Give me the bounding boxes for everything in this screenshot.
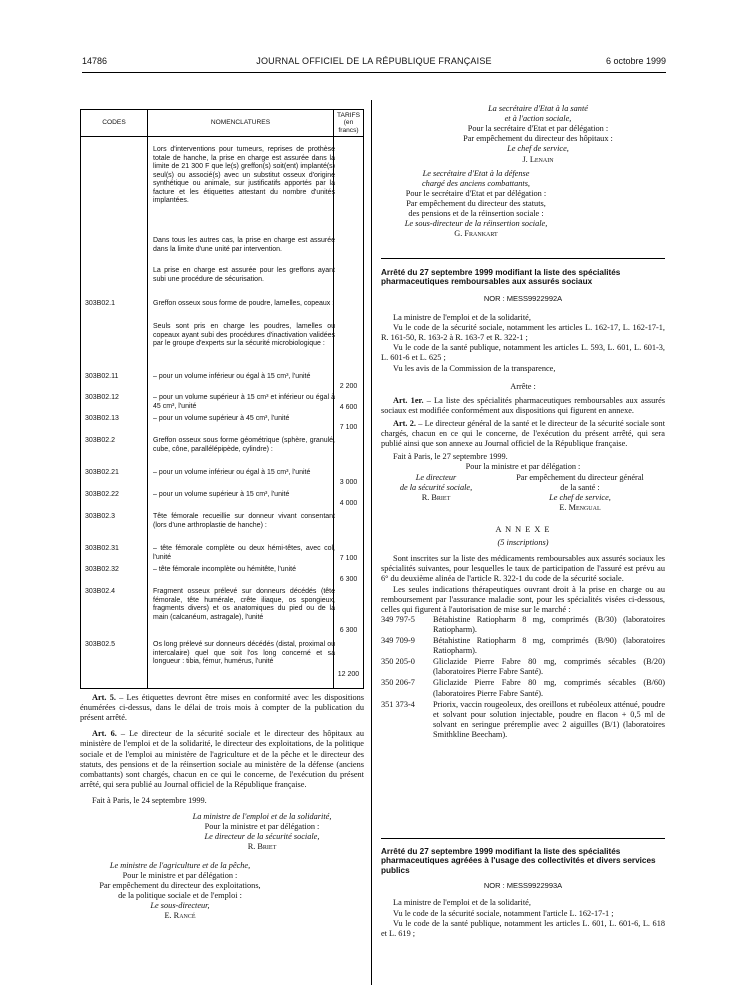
table-row-price: 3 000 — [339, 479, 358, 486]
arrete-1-visa: Vu les avis de la Commission de la transparence, — [393, 363, 556, 373]
table-row-price: 12 200 — [337, 671, 360, 678]
column-divider — [147, 110, 148, 688]
signature-line: Le sous-directeur de la réinsertion sociale, — [404, 219, 548, 229]
table-row-code: 303B02.3 — [85, 513, 115, 520]
arrete-2-minister: La ministre de l'emploi et de la solidarité, — [393, 898, 531, 908]
signatory-name: R. Briet — [247, 842, 277, 852]
page-number: 14786 — [82, 56, 108, 66]
signature-line: La secrétaire d'Etat à la santé — [488, 104, 588, 113]
signature-line: de la politique sociale et de l'emploi : — [118, 890, 242, 900]
arrete-1-nor: NOR : MESS9922992A — [483, 293, 563, 303]
table-row-text: Tête fémorale recueillie sur donneur vivant consentant (lors d'une arthroplastie de hanche) : — [153, 513, 335, 529]
article-1-text: – La liste des spécialités pharmaceutiques remboursables aux assurés sociaux est modifiée conformément aux dispositions qui figurent en annexe. — [381, 395, 665, 415]
arrete-2 — [381, 847, 665, 939]
article-2-text: – Le directeur général de la santé et le directeur de la sécurité sociale sont chargés, chacun en ce qui le concerne, de l'exécution du présent arrêté, qui sera publié ainsi que son annexe au Journal officiel de la République française. — [381, 418, 665, 449]
arrete-1-title: Arrêté du 27 septembre 1999 modifiant la liste des spécialités pharmaceutiques remboursables aux assurés sociaux — [381, 268, 621, 287]
header-tarifs-label: TARIFS — [337, 112, 360, 120]
signature-line: de la sécurité sociale, — [399, 482, 473, 492]
article-6-text: – Le directeur de la sécurité sociale et le directeur des hôpitaux au ministère de l'emploi et de la solidarité, le directeur des exploitations, de la politique sociale et de l'emploi au ministère de l'agriculture et de la pêche et le directeur des statuts, des pensions et de la réinsertion sociale au ministère de la défense (anciens combattants) sont chargés, chacun en ce qui le concerne, de l'exécution du présent arrêté, qui sera publié au Journal officiel de la République française. — [80, 729, 364, 789]
header-nomenclatures: NOMENCLATURES — [210, 118, 271, 126]
table-row-code: 303B02.4 — [85, 588, 115, 595]
signature-block-defense — [381, 169, 571, 240]
fait-a-paris: Fait à Paris, le 27 septembre 1999. — [393, 452, 508, 462]
table-row-text: – tête fémorale incomplète ou hémitête, l'unité — [153, 566, 296, 573]
table-row-price: 6 300 — [339, 627, 358, 634]
right-column-text — [381, 104, 665, 239]
header-codes: CODES — [102, 118, 126, 126]
header-tarifs — [334, 110, 363, 136]
signature-line: Par empêchement du directeur des exploitations, — [99, 880, 261, 890]
header-rule — [82, 72, 666, 73]
item-text: Priorix, vaccin rougeoleux, des oreillons et rubéoleux atténué, poudre et solvant pour solution injectable, poudre en flacon + 0,5 ml de solvant en seringue préremplie avec 2 aiguilles (B/1) (laboratoires Smithkline Beecham). — [433, 699, 665, 740]
item-number: 350 206-7 — [381, 678, 415, 688]
signatory-name: G. Frankart — [454, 229, 498, 239]
arrete-2-nor: NOR : MESS9922993A — [483, 881, 563, 891]
signature-line: La ministre de l'emploi et de la solidarité, — [192, 812, 332, 822]
article-5 — [80, 693, 364, 723]
annexe-heading: A N N E X E — [495, 524, 551, 534]
table-row-price: 6 300 — [339, 576, 358, 583]
table-row-text: Lors d'interventions pour tumeurs, reprises de prothèse totale de hanche, la prise en charge est assurée dans la limite de 21 300 F que le(s) greffon(s) soit(ent) implanté(s) seul(s) ou associé(s) avec un substitut osseux d'origine synthétique ou animale, sur justificatifs apportés par la facture et les étiquettes attestant du nombre d'unités implantées. — [153, 146, 335, 205]
signature-line: Pour le ministre et par délégation : — [122, 870, 238, 880]
signature-line: Le directeur — [415, 472, 457, 482]
signature-line: Pour la ministre et par délégation : — [204, 822, 320, 832]
article-5-label: Art. 5. — [92, 693, 116, 702]
list-item — [381, 636, 665, 656]
table-row-code: 303B02.22 — [85, 491, 119, 498]
table-row-price: 4 000 — [339, 500, 358, 507]
section-divider — [381, 838, 665, 839]
signature-line: et à l'action sociale, — [504, 114, 572, 124]
signature-line: Par empêchement du directeur des hôpitaux : — [463, 134, 613, 144]
table-row-text: Dans tous les autres cas, la prise en charge est assurée dans la limite d'une unité par intervention. — [153, 237, 335, 253]
column-separator — [371, 100, 372, 985]
arrete-1-visa: Vu le code de la sécurité sociale, notamment les articles L. 162-17, L. 162-17-1, R. 161-50, R. 163-2 à R. 163-7 et R. 322-1 ; — [381, 323, 665, 343]
article-2-label: Art. 2. — [393, 418, 416, 428]
table-row-text: – pour un volume supérieur à 15 cm³ et inférieur ou égal à 45 cm³, l'unité — [153, 394, 335, 410]
arrete-2-visa: Vu le code de la sécurité sociale, notamment l'article L. 162-17-1 ; — [393, 908, 614, 918]
arrete-1-visa: Vu le code de la santé publique, notamment les articles L. 593, L. 601, L. 601-3, L. 601-6 et L. 625 ; — [381, 343, 665, 363]
list-item — [381, 615, 665, 635]
signature-block-emploi — [160, 812, 364, 852]
tariff-table — [80, 109, 364, 689]
item-number: 351 373-4 — [381, 699, 415, 709]
item-number: 349 797-5 — [381, 614, 415, 624]
article-2 — [381, 419, 665, 449]
list-item — [381, 700, 665, 740]
table-row-text: Greffon osseux sous forme géométrique (sphère, granulé, cube, cône, parallélépipède, cylindre) : — [153, 437, 335, 453]
table-row-code: 303B02.5 — [85, 641, 115, 648]
table-row-text: – pour un volume supérieur à 45 cm³, l'unité — [153, 415, 290, 422]
list-item — [381, 657, 665, 677]
table-row-price: 7 100 — [339, 424, 358, 431]
table-row-price: 4 600 — [339, 404, 358, 411]
table-row-price: 7 100 — [339, 555, 358, 562]
annexe-paragraph: Sont inscrites sur la liste des médicaments remboursables aux assurés sociaux les spécialités suivantes, pour lesquelles le taux de participation de l'assuré est prévu au 6° du deuxième alinéa de l'article R. 322-1 du code de la sécurité sociale. — [381, 554, 665, 584]
signature-line: des pensions et de la réinsertion sociale : — [408, 209, 544, 219]
table-row-code: 303B02.13 — [85, 415, 119, 422]
signature-line: Pour le secrétaire d'Etat et par délégation : — [405, 188, 547, 198]
item-text: Bétahistine Ratiopharm 8 mg, comprimés (B/90) (laboratoires Ratiopharm). — [433, 636, 665, 656]
table-row-text: Greffon osseux sous forme de poudre, lamelles, copeaux : — [153, 300, 335, 307]
table-row-code: 303B02.11 — [85, 373, 119, 380]
arrete-2-visa: Vu le code de la santé publique, notamment les articles L. 601, L. 601-6, L. 618 et L. 619 ; — [381, 918, 665, 938]
arrete-label: Arrête : — [510, 381, 536, 391]
header-tarifs-unit: (en francs) — [338, 119, 359, 134]
list-item — [381, 678, 665, 698]
signature-line: Le sous-directeur, — [150, 900, 210, 910]
table-row-text: – pour un volume inférieur ou égal à 15 cm³, l'unité — [153, 373, 311, 380]
signature-left — [381, 473, 491, 513]
signature-line: Le ministre de l'agriculture et de la pêche, — [109, 860, 251, 870]
table-row-text: La prise en charge est assurée pour les greffons ayant subi une procédure de sécurisation. — [153, 267, 335, 283]
article-1-label: Art. 1er. — [393, 395, 424, 405]
table-row-text: Fragment osseux prélevé sur donneurs décédés (tête fémorale, tête humérale, crête iliaque, os spongieux, fragments divers) et os anatomiques du pied ou de la main (calcanéum, astragale), l'unité — [153, 588, 335, 621]
signature-line: Par empêchement du directeur général — [516, 472, 644, 482]
signature-line: Pour la secrétaire d'Etat et par délégation : — [467, 124, 609, 134]
arrete-1 — [381, 268, 665, 740]
table-row-text: – tête fémorale complète ou deux hémi-têtes, avec col, l'unité — [153, 545, 335, 561]
signature-line: de la santé : — [560, 482, 600, 492]
signature-line: Pour la ministre et par délégation : — [465, 462, 581, 472]
left-column-text — [80, 693, 364, 921]
signature-block-agriculture — [80, 861, 280, 922]
item-text: Bétahistine Ratiopharm 8 mg, comprimés (B/30) (laboratoires Ratiopharm). — [433, 614, 665, 634]
signature-line: Le chef de service, — [507, 144, 569, 154]
signatory-name: E. Mengual — [559, 502, 601, 512]
table-row-text: Seuls sont pris en charge les poudres, lamelles ou copeaux ayant subi des procédures d'inactivation validées par le groupe d'experts sur la sécurité microbiologique : — [153, 323, 335, 348]
fait-a-paris: Fait à Paris, le 24 septembre 1999. — [92, 795, 207, 805]
signatory-name: J. Lenain — [522, 154, 554, 164]
arrete-1-minister: La ministre de l'emploi et de la solidarité, — [393, 312, 531, 322]
signature-line: Le secrétaire d'Etat à la défense — [422, 168, 530, 178]
signature-right — [495, 473, 665, 513]
signatory-name: E. Rancé — [164, 911, 196, 921]
item-text: Gliclazide Pierre Fabre 80 mg, comprimés sécables (B/60) (laboratoires Pierre Fabre Santé). — [433, 678, 665, 698]
table-row-price: 2 200 — [339, 383, 358, 390]
item-number: 349 709-9 — [381, 636, 415, 646]
table-row-text: – pour un volume inférieur ou égal à 15 cm³, l'unité — [153, 469, 311, 476]
journal-title: JOURNAL OFFICIEL DE LA RÉPUBLIQUE FRANÇAISE — [256, 56, 492, 66]
signature-block-sante — [411, 104, 665, 165]
table-row-code: 303B02.12 — [85, 394, 119, 401]
signature-line: chargé des anciens combattants, — [422, 178, 530, 188]
issue-date: 6 octobre 1999 — [605, 56, 666, 66]
table-row-text: – pour un volume supérieur à 15 cm³, l'unité — [153, 491, 290, 498]
item-text: Gliclazide Pierre Fabre 80 mg, comprimés sécables (B/20) (laboratoires Pierre Fabre Santé). — [433, 657, 665, 677]
article-6-label: Art. 6. — [92, 729, 117, 739]
annexe-paragraph: Les seules indications thérapeutiques ouvrant droit à la prise en charge ou au remboursement par l'assurance maladie sont, pour les spécialités visées ci-dessous, celles qui figurent à l'autorisation de mise sur le marché : — [381, 584, 665, 614]
signature-line: Le directeur de la sécurité sociale, — [204, 832, 320, 842]
table-row-code: 303B02.1 — [85, 300, 115, 307]
table-row-code: 303B02.21 — [85, 469, 119, 476]
article-5-text: – Les étiquettes devront être mises en conformité avec les dispositions énumérées ci-dessus, dans le délai de trois mois à compter de la publication du présent arrêté. — [80, 693, 364, 723]
signature-line: Le chef de service, — [549, 492, 611, 502]
arrete-2-title: Arrêté du 27 septembre 1999 modifiant la liste des spécialités pharmaceutiques agréées à l'usage des collectivités et divers services publics — [381, 847, 656, 875]
signature-block-double — [381, 473, 665, 513]
article-1 — [381, 396, 665, 416]
table-row-text: Os long prélevé sur donneurs décédés (distal, proximal ou intercalaire) quel que soit l'os long concerné et sa longueur : tibia, fémur, humérus, l'unité — [153, 641, 335, 666]
table-row-code: 303B02.32 — [85, 566, 119, 573]
section-divider — [381, 258, 665, 259]
signature-line: Par empêchement du directeur des statuts, — [406, 198, 546, 208]
item-number: 350 205-0 — [381, 657, 415, 667]
table-row-code: 303B02.2 — [85, 437, 115, 444]
annexe-subheading: (5 inscriptions) — [497, 538, 549, 548]
table-row-code: 303B02.31 — [85, 545, 119, 552]
article-6 — [80, 729, 364, 790]
signatory-name: R. Briet — [421, 492, 451, 502]
page-header — [82, 56, 666, 70]
